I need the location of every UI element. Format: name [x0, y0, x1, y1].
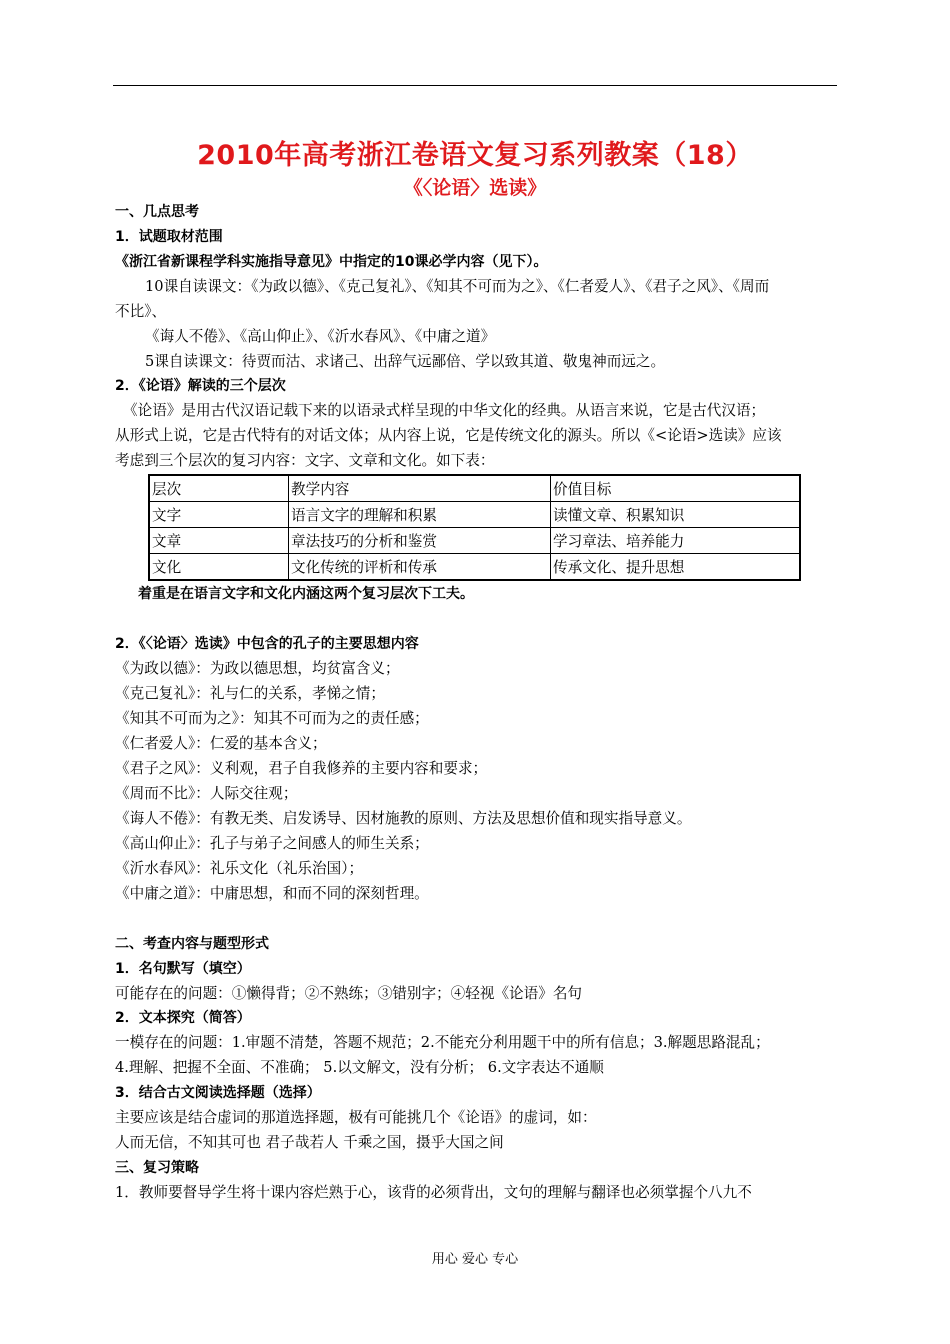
table-cell: 文化	[149, 554, 289, 581]
body-line: 5课自读课文：待贾而沽、求诸己、出辞气远鄙倍、学以致其道、敬鬼神而远之。	[145, 353, 666, 370]
body-line: 4.理解、把握不全面、不准确； 5.以文解文，没有分析； 6.文字表达不通顺	[115, 1059, 604, 1076]
list-item: 《诲人不倦》：有教无类、启发诱导、因材施教的原则、方法及思想价值和现实指导意义。	[115, 810, 692, 827]
body-line: 考虑到三个层次的复习内容：文字、文章和文化。如下表：	[115, 452, 495, 469]
list-item: 《为政以德》：为政以德思想，均贫富含义；	[115, 660, 400, 677]
body-line: 可能存在的问题：①懒得背；②不熟练；③错别字；④轻视《论语》名句	[115, 985, 583, 1002]
table-row	[149, 554, 800, 581]
section-heading: 一、几点思考	[115, 204, 199, 220]
list-item: 《高山仰止》：孔子与弟子之间感人的师生关系；	[115, 835, 429, 852]
subsection-heading: 2．文本探究（简答）	[115, 1010, 251, 1026]
table-cell: 文章	[149, 528, 289, 554]
body-line: 1．教师要督导学生将十课内容烂熟于心，该背的必须背出，文句的理解与翻译也必须掌握个八九不	[115, 1184, 752, 1201]
body-line: 一模存在的问题：1.审题不清楚，答题不规范；2.不能充分利用题干中的所有信息；3.解题思路混乱；	[115, 1034, 770, 1051]
table-header-cell: 教学内容	[289, 475, 551, 502]
list-item: 《知其不可而为之》：知其不可而为之的责任感；	[115, 710, 429, 727]
subsection-heading: 1．试题取材范围	[115, 229, 223, 245]
bold-note: 《浙江省新课程学科实施指导意见》中指定的10课必学内容（见下）。	[115, 254, 548, 270]
section-heading: 三、复习策略	[115, 1160, 199, 1176]
page-footer: 用心 爱心 专心	[431, 1252, 519, 1267]
document-subtitle: 《〈论语〉选读》	[403, 177, 547, 199]
table-row	[149, 502, 800, 528]
table-cell: 学习章法、培养能力	[551, 528, 801, 554]
table-header-row	[149, 475, 800, 502]
table-row	[149, 528, 800, 554]
header-rule	[113, 85, 837, 86]
body-line: 人而无信，不知其可也 君子哉若人 千乘之国，摄乎大国之间	[115, 1134, 504, 1151]
document-title: 2010年高考浙江卷语文复习系列教案（18）	[197, 140, 753, 171]
levels-table	[148, 474, 801, 581]
body-line: 10课自读课文：《为政以德》、《克己复礼》、《知其不可而为之》、《仁者爱人》、《君子之风》、《周而	[145, 278, 770, 295]
body-line: 不比》、	[115, 303, 167, 320]
subsection-heading: 2．《〈论语〉选读》中包含的孔子的主要思想内容	[115, 636, 419, 652]
list-item: 《沂水春风》：礼乐文化（礼乐治国）；	[115, 860, 364, 877]
body-line: 从形式上说，它是古代特有的对话文体；从内容上说，它是传统文化的源头。所以《<论语>选读》应该	[115, 427, 782, 444]
body-line: 《论语》是用古代汉语记载下来的以语录式样呈现的中华文化的经典。从语言来说，它是古代汉语；	[123, 402, 766, 419]
subsection-heading: 1．名句默写（填空）	[115, 961, 251, 977]
subsection-heading: 3．结合古文阅读选择题（选择）	[115, 1085, 321, 1101]
table-cell: 章法技巧的分析和鉴赏	[289, 528, 551, 554]
list-item: 《周而不比》：人际交往观；	[115, 785, 298, 802]
emphasis-line: 着重是在语言文字和文化内涵这两个复习层次下工夫。	[138, 586, 474, 602]
list-item: 《仁者爱人》：仁爱的基本含义；	[115, 735, 327, 752]
list-item: 《中庸之道》：中庸思想，和而不同的深刻哲理。	[115, 885, 429, 902]
list-item: 《君子之风》：义利观，君子自我修养的主要内容和要求；	[115, 760, 488, 777]
table-header-cell: 价值目标	[551, 475, 801, 502]
table-cell: 文字	[149, 502, 289, 528]
section-heading: 二、考查内容与题型形式	[115, 936, 269, 952]
list-item: 《克己复礼》：礼与仁的关系，孝悌之情；	[115, 685, 385, 702]
body-line: 主要应该是结合虚词的那道选择题，极有可能挑几个《论语》的虚词，如：	[115, 1109, 597, 1126]
table-cell: 语言文字的理解和积累	[289, 502, 551, 528]
subsection-heading: 2．《论语》解读的三个层次	[115, 378, 286, 394]
body-line: 《诲人不倦》、《高山仰止》、《沂水春风》、《中庸之道》	[145, 328, 496, 345]
table-cell: 文化传统的评析和传承	[289, 554, 551, 581]
table-header-cell: 层次	[149, 475, 289, 502]
table-cell: 传承文化、提升思想	[551, 554, 801, 581]
table-cell: 读懂文章、积累知识	[551, 502, 801, 528]
